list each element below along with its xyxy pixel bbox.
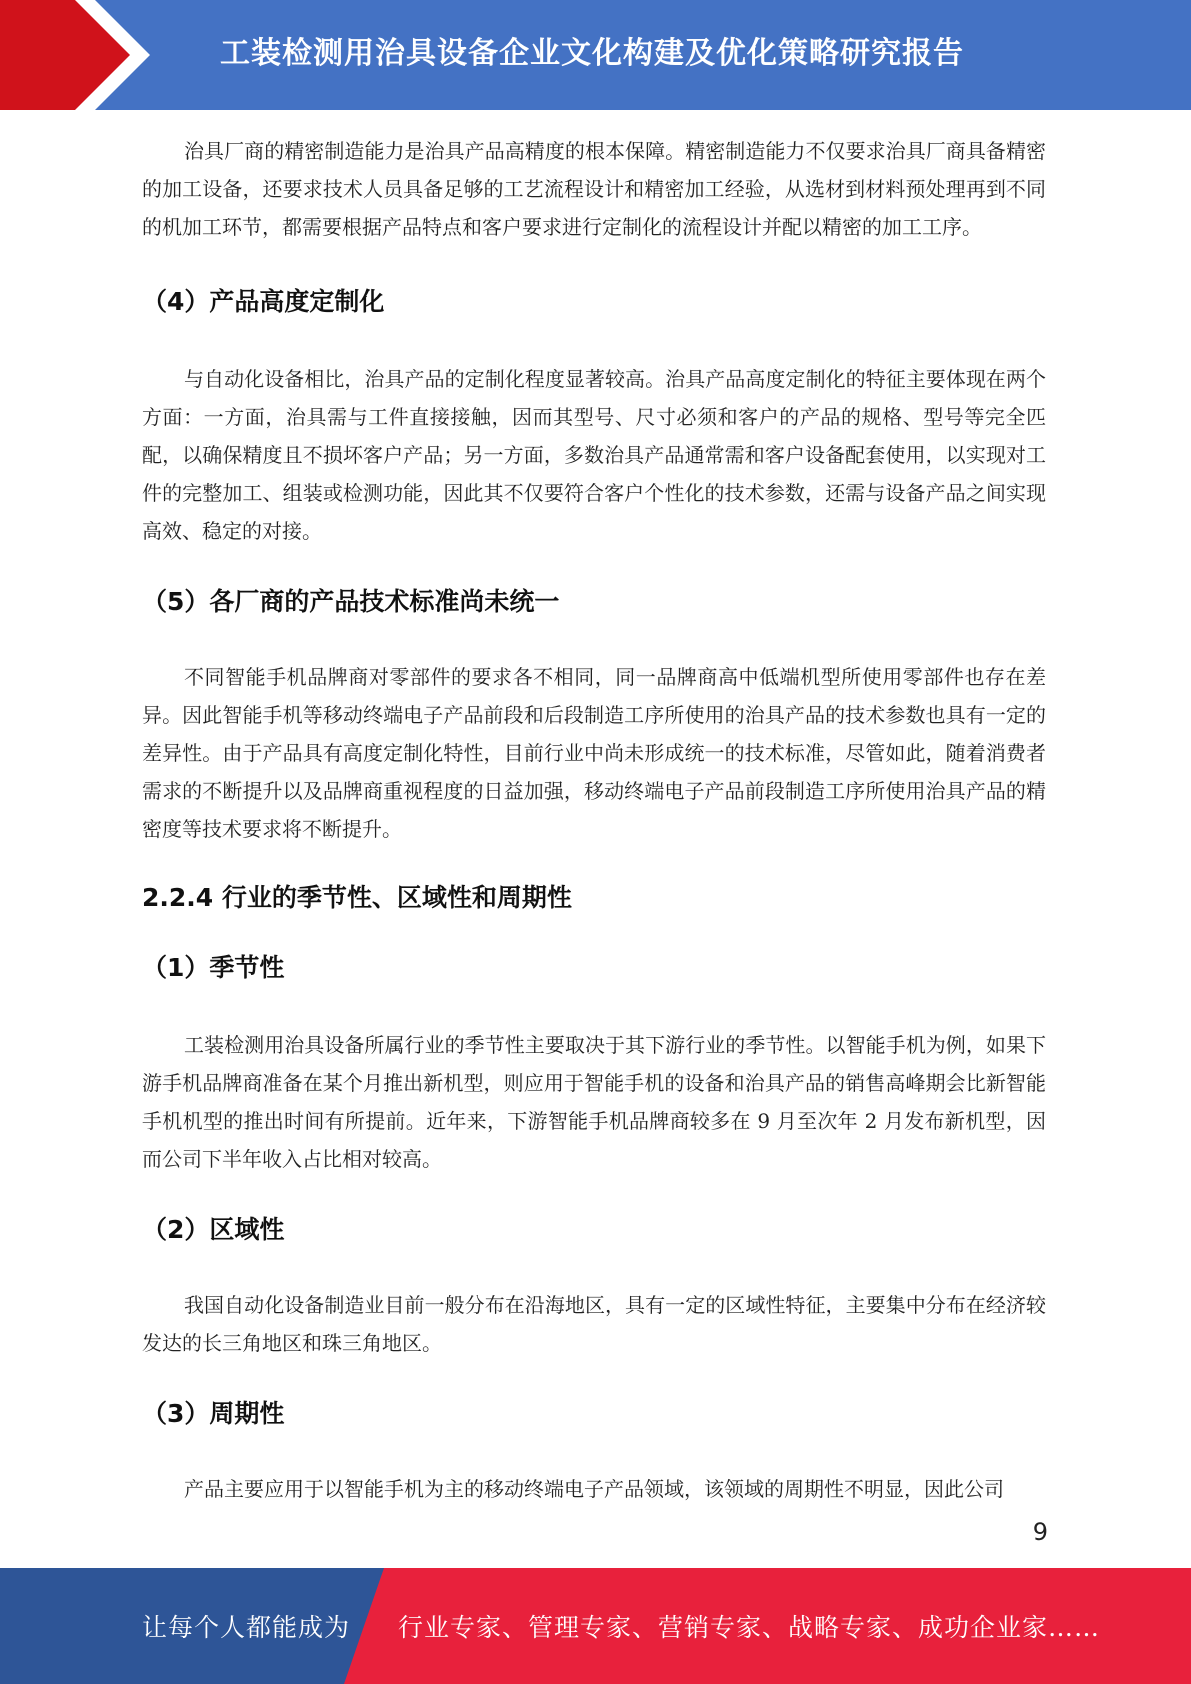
page-footer [0,1568,1191,1684]
page-number: 9 [1032,1518,1048,1546]
section-heading-2-2-4: 2.2.4 行业的季节性、区域性和周期性 [142,883,572,912]
heading-high-customization: （4）产品高度定制化 [142,287,385,316]
footer-slogan-right: 行业专家、管理专家、营销专家、战略专家、成功企业家…… [398,1613,1101,1642]
paragraph-regionality: 我国自动化设备制造业目前一般分布在沿海地区，具有一定的区域性特征，主要集中分布在经济较发达的长三角地区和珠三角地区。 [142,1293,1046,1355]
footer-slogan-left: 让每个人都能成为 [142,1613,351,1642]
document-body [142,132,1046,1508]
paragraph-precision-manufacturing: 治具厂商的精密制造能力是治具产品高精度的根本保障。精密制造能力不仅要求治具厂商具备精密的加工设备，还要求技术人员具备足够的工艺流程设计和精密加工经验，从选材到材料预处理再到不同的机加工环节，都需要根据产品特点和客户要求进行定制化的流程设计并配以精密的加工工序。 [142,139,1046,239]
heading-regionality: （2）区域性 [142,1215,285,1244]
paragraph-high-customization: 与自动化设备相比，治具产品的定制化程度显著较高。治具产品高度定制化的特征主要体现在两个方面：一方面，治具需与工件直接接触，因而其型号、尺寸必须和客户的产品的规格、型号等完全匹配，以确保精度且不损坏客户产品；另一方面，多数治具产品通常需和客户设备配套使用，以实现对工件的完整加工、组装或检测功能，因此其不仅要符合客户个性化的技术参数，还需与设备产品之间实现高效、稳定的对接。 [142,367,1046,543]
heading-cyclicality: （3）周期性 [142,1399,285,1428]
page-header [0,0,1191,110]
paragraph-standards-not-unified: 不同智能手机品牌商对零部件的要求各不相同，同一品牌商高中低端机型所使用零部件也存在差异。因此智能手机等移动终端电子产品前段和后段制造工序所使用的治具产品的技术参数也具有一定的差异性。由于产品具有高度定制化特性，目前行业中尚未形成统一的技术标准，尽管如此，随着消费者需求的不断提升以及品牌商重视程度的日益加强，移动终端电子产品前段制造工序所使用治具产品的精密度等技术要求将不断提升。 [142,665,1046,841]
heading-standards-not-unified: （5）各厂商的产品技术标准尚未统一 [142,587,560,616]
heading-seasonality: （1）季节性 [142,953,285,982]
paragraph-cyclicality: 产品主要应用于以智能手机为主的移动终端电子产品领域，该领域的周期性不明显，因此公司 [184,1477,1004,1501]
header-title: 工装检测用治具设备企业文化构建及优化策略研究报告 [220,36,964,71]
paragraph-seasonality: 工装检测用治具设备所属行业的季节性主要取决于其下游行业的季节性。以智能手机为例，如果下游手机品牌商准备在某个月推出新机型，则应用于智能手机的设备和治具产品的销售高峰期会比新智能手机机型的推出时间有所提前。近年来，下游智能手机品牌商较多在 9 月至次年 2 月发布新机型，因而公司下半年收入占比相对较高。 [142,1033,1046,1171]
